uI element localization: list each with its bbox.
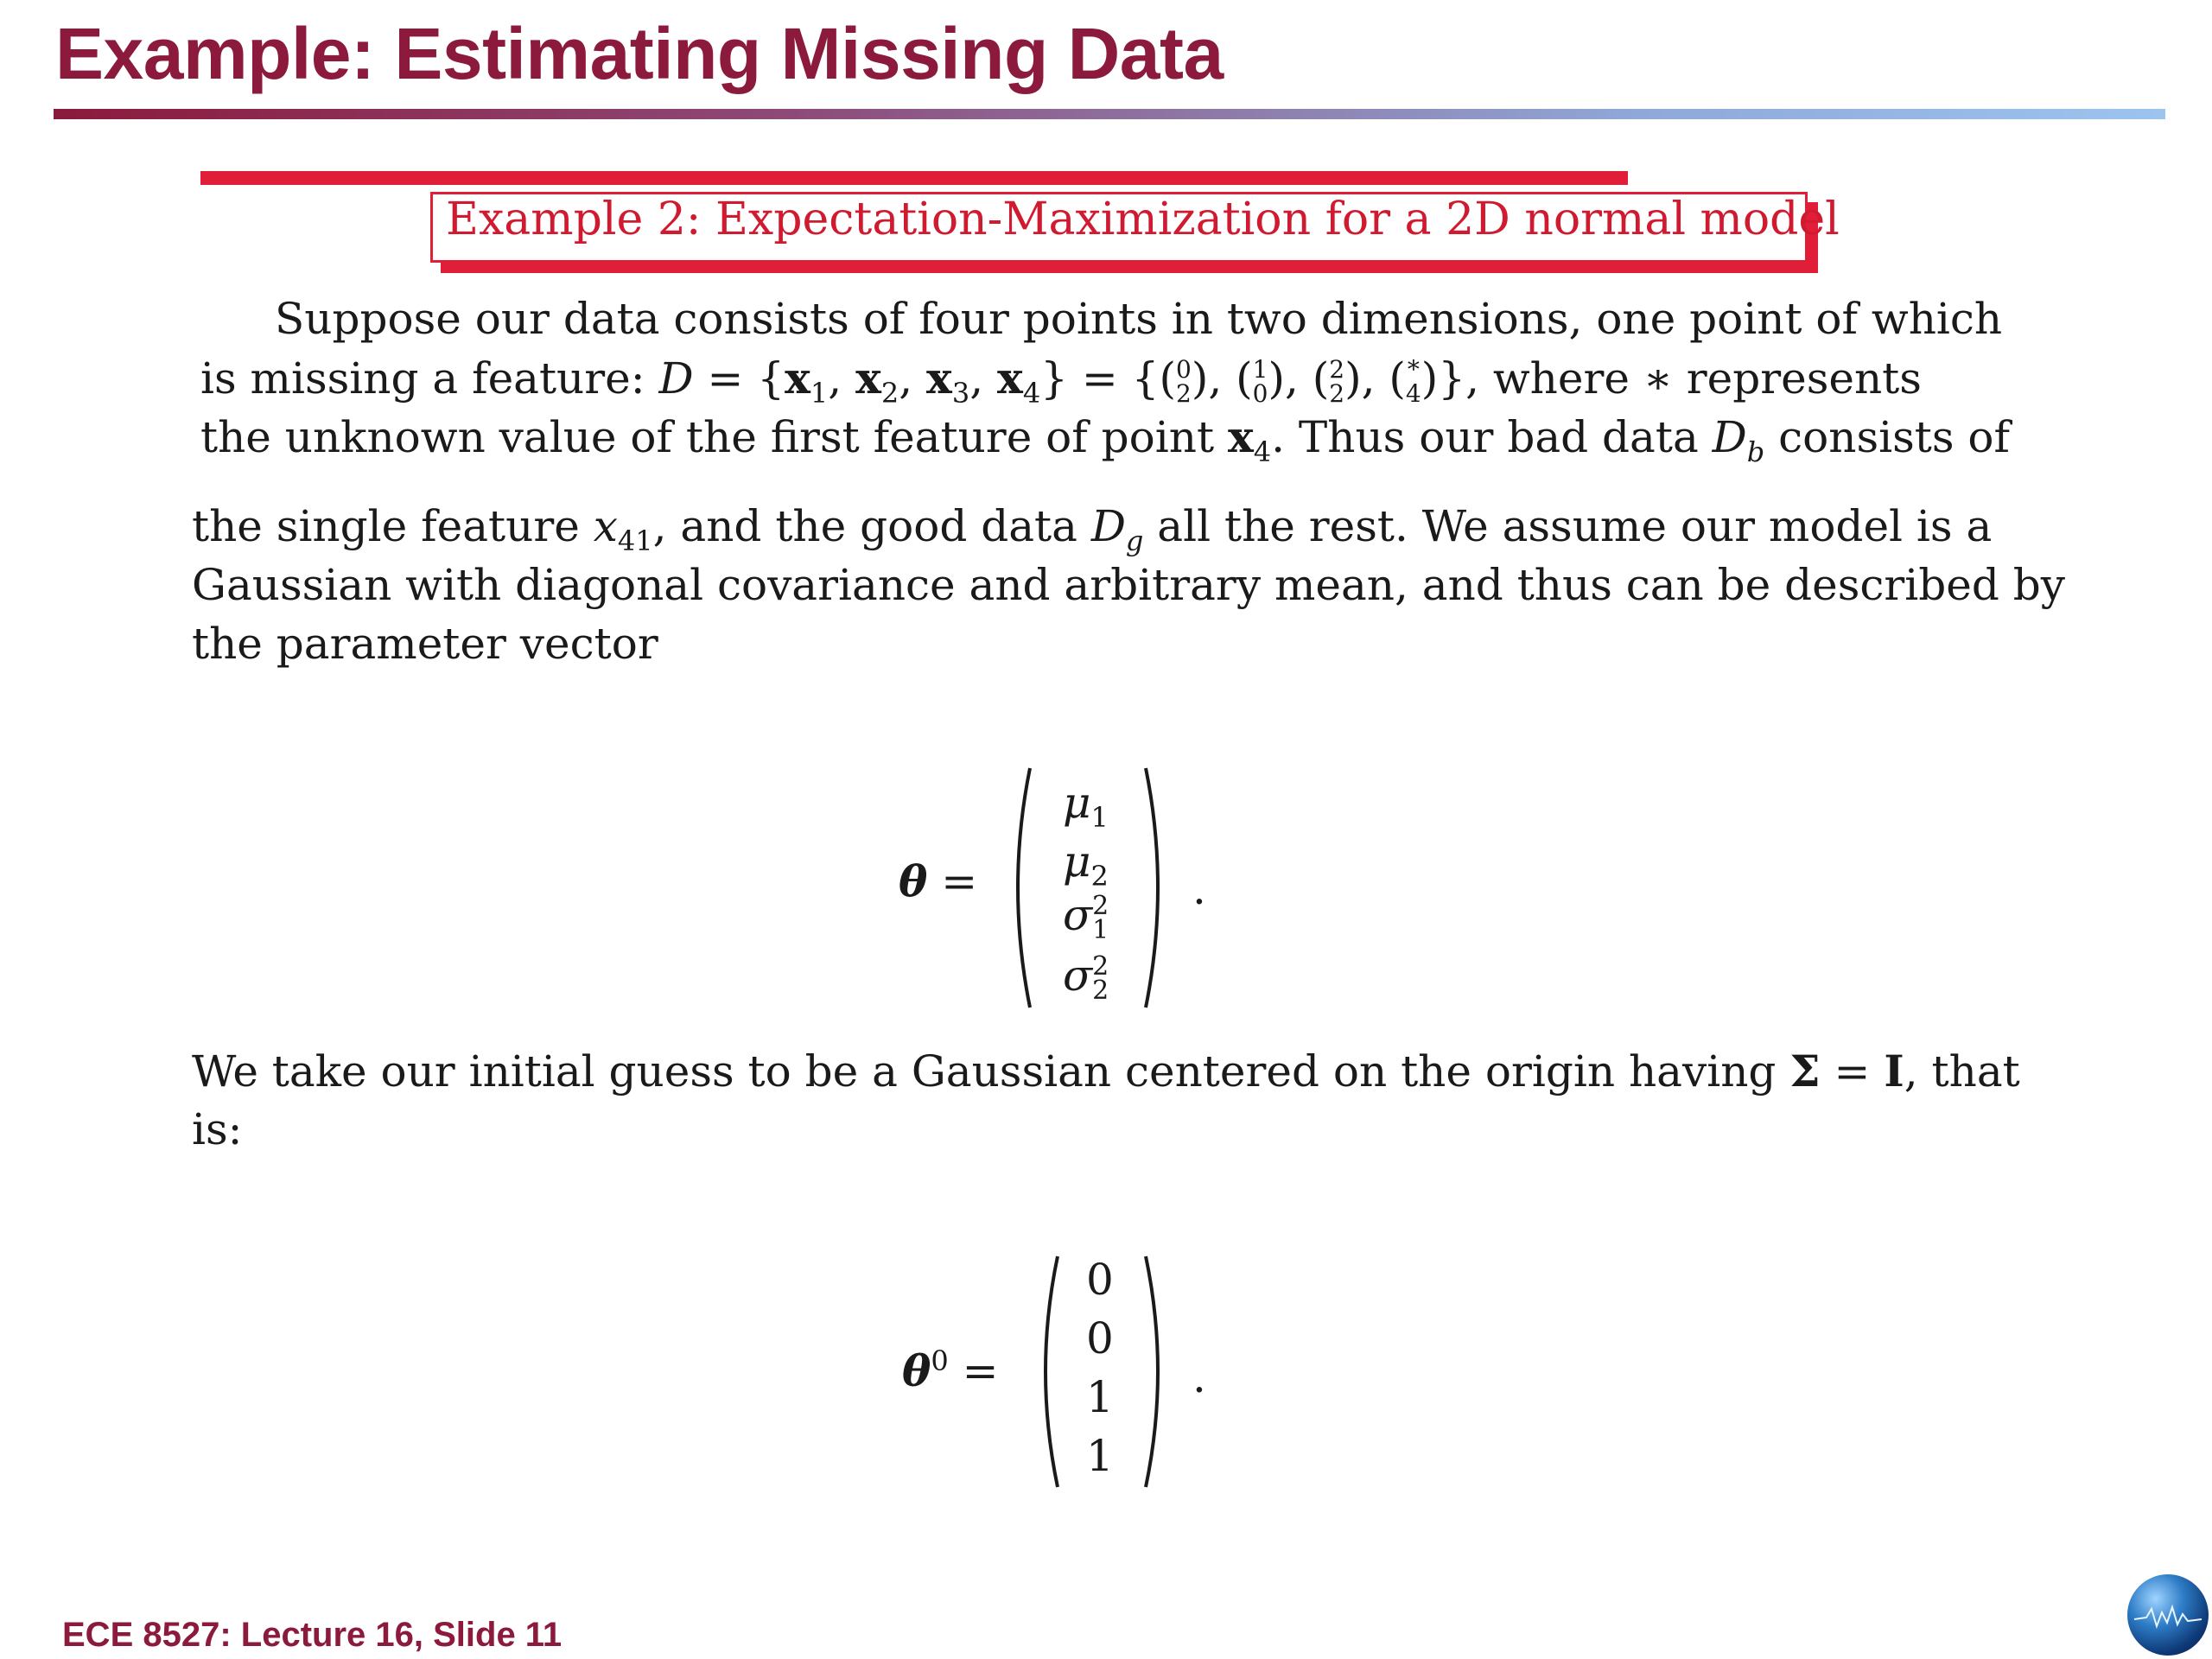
paragraph1-line3: [200, 411, 2010, 468]
text: . Thus our bad data: [1271, 412, 1713, 462]
sub: b: [1746, 435, 1765, 468]
mu: μ: [1063, 836, 1091, 887]
sigma: σ: [1063, 890, 1093, 940]
theta: θ: [902, 1344, 931, 1396]
paragraph2-line2: Gaussian with diagonal covariance and arbitrary mean, and thus can be described by: [192, 560, 2066, 610]
binom-bot: 4: [1405, 379, 1421, 408]
slide-footer: ECE 8527: Lecture 16, Slide 11: [62, 1616, 563, 1654]
var-x: x: [593, 501, 618, 551]
binom-top: 2: [1329, 355, 1345, 384]
equation1-entry-sigma1: [1063, 890, 1109, 943]
slide-title: Example: Estimating Missing Data: [55, 13, 1224, 94]
binom-3: [1329, 355, 1345, 408]
equals: =: [1820, 1046, 1885, 1096]
text: } = {: [1040, 353, 1160, 404]
sub: 2: [1092, 976, 1109, 1006]
paragraph2-line1: [192, 501, 1992, 557]
equation2-entry: 0: [1086, 1313, 1114, 1363]
equation2-entry: 1: [1086, 1372, 1114, 1422]
binom-4: [1405, 355, 1421, 408]
paragraph3-line1: [192, 1046, 2020, 1096]
sub: 4: [1253, 435, 1272, 468]
equation1-entry-mu2: [1063, 836, 1109, 893]
text: all the rest. We assume our model is a: [1143, 501, 1993, 551]
paragraph2-line3: the parameter vector: [192, 619, 658, 669]
equation2-period: .: [1192, 1352, 1206, 1402]
sub: g: [1125, 524, 1144, 557]
set-D-good: D: [1090, 501, 1126, 551]
equation2-left-paren: [1030, 1253, 1065, 1491]
sub: 1: [810, 377, 829, 410]
binom-top: 0: [1176, 355, 1192, 384]
vec-x2: x: [855, 353, 881, 404]
identity-I: I: [1884, 1046, 1904, 1096]
paragraph1-line2: is missing a feature: $D = \{x_1$, $x_2$, $x_3$, $x_4$} = {( 0 2 ), ( 1 0 ), ( 2 2 ), ( * 4 )}, where ∗ represents: [200, 353, 1922, 410]
sub: 1: [1090, 801, 1109, 834]
equation2-entry: 0: [1086, 1255, 1114, 1305]
text: = {: [693, 353, 785, 404]
text: }, where ∗ represents: [1438, 353, 1922, 404]
text: consists of: [1764, 412, 2011, 462]
vec-x3: x: [926, 353, 952, 404]
equation1-entry-sigma2: [1063, 950, 1109, 1006]
vec-x4: x: [997, 353, 1023, 404]
binom-bot: 0: [1252, 379, 1268, 408]
vec-x1: x: [785, 353, 810, 404]
binom-bot: 2: [1176, 379, 1192, 408]
binom-bot: 2: [1329, 379, 1345, 408]
sub: 4: [1022, 377, 1041, 410]
text: , and the good data: [652, 501, 1091, 551]
sup: 0: [931, 1344, 949, 1377]
example-label: Example 2: Expectation-Maximization for a 2D normal model: [446, 194, 1840, 245]
theta: θ: [899, 855, 928, 906]
mu: μ: [1063, 778, 1091, 828]
text: the unknown value of the first feature of point: [200, 412, 1228, 462]
equation1-right-paren: [1139, 765, 1173, 1011]
globe-logo-icon: [2127, 1574, 2209, 1656]
binom-top: *: [1407, 355, 1420, 384]
equals: =: [941, 856, 978, 906]
title-underline: [54, 109, 2165, 119]
sup: 2: [1092, 891, 1109, 921]
equation2-right-paren: [1139, 1253, 1173, 1491]
text: , that: [1904, 1046, 2020, 1096]
text: We take our initial guess to be a Gaussian centered on the origin having: [192, 1046, 1790, 1096]
sub: 2: [1090, 860, 1109, 893]
sub: 3: [951, 377, 970, 410]
sub: 2: [880, 377, 899, 410]
sigma: σ: [1063, 950, 1093, 1001]
paragraph3-line2: is:: [192, 1104, 243, 1154]
vec-x4: x: [1227, 411, 1254, 462]
equation1-left-paren: [1002, 765, 1037, 1011]
binom-top: 1: [1252, 355, 1268, 384]
set-D-bad: D: [1712, 412, 1747, 462]
binom-1: [1176, 355, 1192, 408]
equals: =: [962, 1345, 999, 1396]
binom-2: [1252, 355, 1268, 408]
sub: 1: [1092, 915, 1109, 945]
text: the single feature: [192, 501, 594, 551]
paragraph1-line1: Suppose our data consists of four points in two dimensions, one point of which: [275, 294, 2003, 344]
equation1-period: .: [1192, 864, 1206, 914]
equation1-entry-mu1: [1063, 778, 1109, 834]
waveform-icon: [2127, 1574, 2209, 1656]
text: is missing a feature:: [200, 353, 659, 404]
example-red-bar: [200, 171, 1628, 185]
sub: 41: [617, 524, 653, 557]
set-D: D: [658, 353, 694, 404]
sup: 2: [1092, 951, 1109, 982]
Sigma: Σ: [1789, 1046, 1821, 1096]
equation1-lhs: [899, 855, 977, 906]
equation2-entry: 1: [1086, 1431, 1114, 1481]
equation2-lhs: [902, 1344, 999, 1396]
